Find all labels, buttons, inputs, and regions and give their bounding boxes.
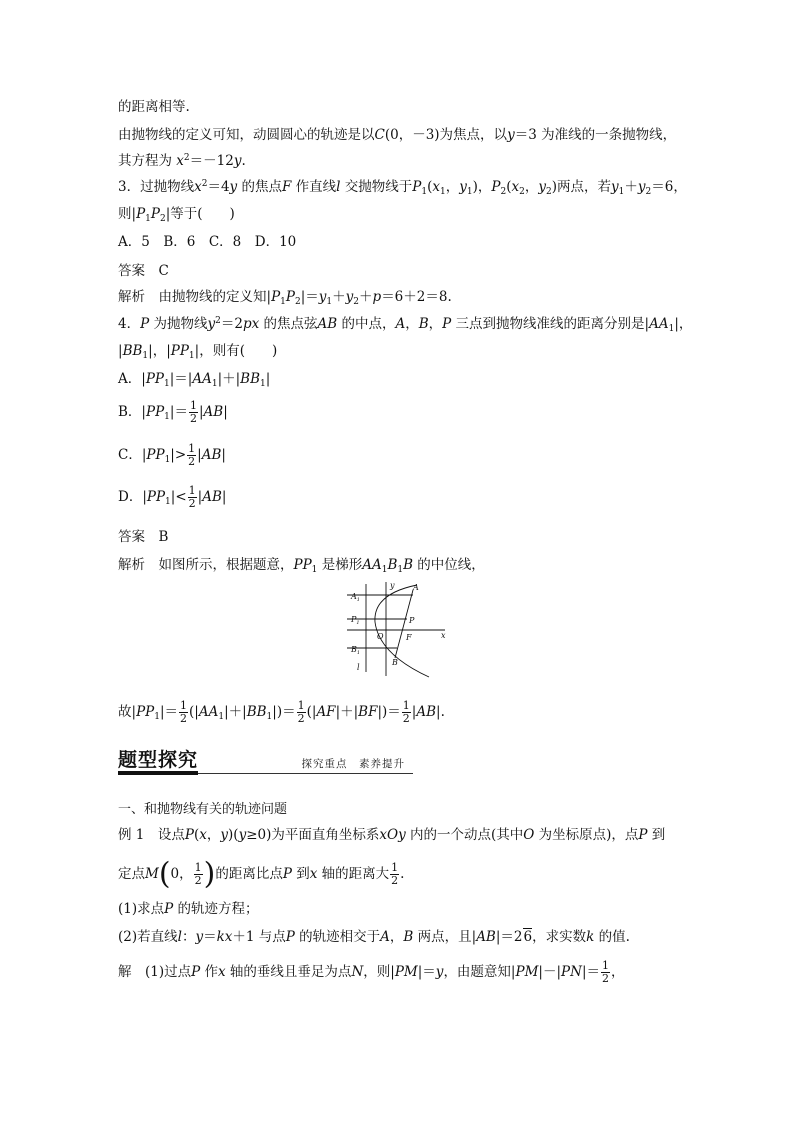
part-1-heading: 一、和抛物线有关的轨迹问题 [118,802,288,817]
question-4-analysis: 解析 如图所示，根据题意，$PP_1$ 是梯形$AA_1B_1B$ 的中位线， [118,557,485,575]
parabola-figure [345,580,451,680]
question-4-line-2: $|BB_1|$，$|PP_1|$，则有( ) [118,343,278,361]
fraction: $\frac{1}{2}$ [391,861,399,887]
fraction: $\frac{1}{2}$ [194,861,202,887]
question-3-options: A．5 B．6 C．8 D．10 [118,234,297,250]
question-4-line-1: 4．P 为抛物线$y^2=2px$ 的焦点弦AB 的中点，A，B，P 三点到抛物线准线的距离分别是$|AA_1|$， [118,316,693,334]
sqrt-radicand: 6 [523,929,533,945]
label-p1: $P_1$ [351,615,360,626]
question-4-option-a: A．$|PP_1|=|AA_1|+|BB_1|$ [118,371,271,389]
text-line [118,98,190,116]
label-p: P [409,616,415,625]
question-4-answer: 答案 B [118,529,169,545]
example-1-question-2: (2)若直线l：y＝kx＋1 与点P 的轨迹相交于A，B 两点，且|AB|＝26，求实数k 的值. [118,929,630,945]
label-o: O [377,632,384,641]
text-line: 由抛物线的定义可知，动圆圆心的轨迹是以C(0，－3)为焦点，以y＝3 为准线的一条抛物线， [118,127,677,143]
label-l: l [357,663,360,672]
section-bar [118,771,198,775]
fraction: $\frac{1}{2}$ [188,484,196,510]
section-title: 题型探究 [118,749,199,771]
fraction: $\frac{1}{2}$ [402,699,410,725]
label-y: y [390,581,395,590]
fraction: $\frac{1}{2}$ [189,399,197,425]
fraction: $\frac{1}{2}$ [602,959,609,985]
question-3-line-2: 则$|P_1P_2|$等于( ) [118,206,235,224]
label-a: A [413,583,419,592]
question-4-option-b: B．$|PP_1|=$ $\frac{1}{2}$ |AB| [118,399,228,425]
example-1-line-2: 定点M(0， $\frac{1}{2}$ )的距离比点P 到x 轴的距离大 $\frac{1}{2}$ . [118,856,405,892]
fraction: $\frac{1}{2}$ [180,699,188,725]
label-x: x [441,631,446,640]
section-subtitle: 探究重点 素养提升 [301,758,405,770]
label-b1: $B_1$ [351,645,361,656]
label-b: B [392,658,398,667]
fraction: $\frac{1}{2}$ [297,699,305,725]
question-4-option-d: D．$|PP_1|<$ $\frac{1}{2}$ |AB| [118,484,227,510]
question-4-option-c: C．$|PP_1|>$ $\frac{1}{2}$ |AB| [118,442,226,468]
text-line: 其方程为 $x^2=-12y$. [118,153,246,169]
example-1-line-1: 例 1 设点P(x，y)(y≥0)为平面直角坐标系xOy 内的一个动点(其中O 为坐标原点)，点P 到 [118,827,666,843]
example-1-question-1: (1)求点P 的轨迹方程； [118,901,259,917]
question-4-conclusion: 故$|PP_1|=$ $\frac{1}{2}$ $(|AA_1|+|BB_1|)=$ $\frac{1}{2}$ (|AF|＋|BF|)＝ $\frac{1}{2}$ |AB|. [118,699,445,725]
question-3-analysis: 解析 由抛物线的定义知$|P_1P_2|=y_1+y_2+p=6+2=8$. [118,289,452,307]
fraction: $\frac{1}{2}$ [188,442,196,468]
section-heading [118,748,413,776]
question-3-line-1: 3．过抛物线$x^2=4y$ 的焦点F 作直线l 交抛物线于$P_1(x_1$，$y_1$)，$P_2(x_2$，$y_2$)两点，若$y_1+y_2=6$， [118,179,687,197]
text: 的距离相等. [118,99,190,115]
label-f: F [406,633,412,642]
question-3-answer: 答案 C [118,263,169,279]
label-a1: $A_1$ [351,592,360,603]
solution-line-1: 解 (1)过点P 作x 轴的垂线且垂足为点N，则|PM|＝y，由题意知|PM|－|PN|＝ $\frac{1}{2}$ ， [118,959,625,985]
